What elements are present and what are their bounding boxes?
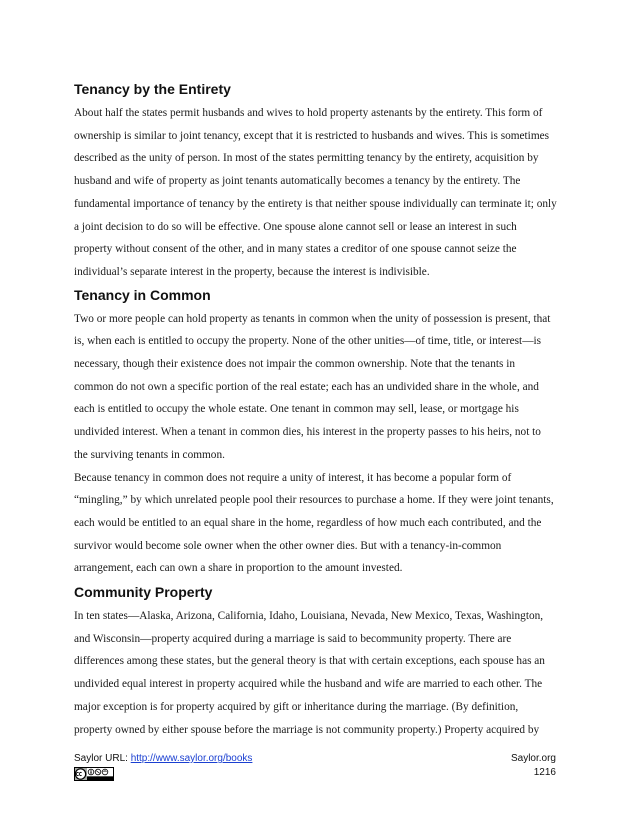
footer-source-link[interactable]: http://www.saylor.org/books [130, 753, 253, 764]
section-heading-tenancy-by-the-entirety: Tenancy by the Entirety [74, 81, 231, 97]
section-heading-tenancy-in-common: Tenancy in Common [74, 286, 211, 303]
paragraph: About half the states permit husbands and wives to hold property astenants by the entirety. This form of ownership is similar to joint tenancy, except that it is restricted to husbands and wives. This is sometimes described as the unity of person. In most of the states permitting tenancy by the entirety, acquisition by husband and wife of property as joint tenants automatically becomes a tenancy by the entirety. The fundamental importance of tenancy by the entirety is that neither spouse individually can terminate it; only a joint decision to do so will be effective. One spouse alone cannot sell or lease an interest in such property without consent of the other, and in many states a creditor of one spouse cannot seize the individual’s separate interest in the property, because the interest is indivisible. [74, 107, 557, 278]
cc-license-badge-icon [74, 767, 114, 781]
paragraph: Two or more people can hold property as tenants in common when the unity of possession is present, that is, when each is entitled to occupy the property. None of the other unities—of time, title, or interest—is necessary, though their existence does not impair the common ownership. Note that the tenants in common do not own a specific portion of the real estate; each has an undivided share in the whole, and each is entitled to occupy the whole estate. One tenant in common may sell, lease, or mortgage his undivided interest. When a tenant in common dies, his interest in the property passes to his heirs, not to the surviving tenants in common. [74, 312, 551, 461]
paragraph: Because tenancy in common does not require a unity of interest, it has become a popular form of “mingling,” by which unrelated people pool their resources to purchase a home. If they were joint tenants, each would be entitled to an equal share in the home, regardless of how much each contributed, and the survivor would become sole owner when the other owner dies. But with a tenancy-in-common arrangement, each can own a share in proportion to the amount invested. [74, 471, 554, 575]
footer-page-info [511, 752, 556, 780]
paragraph: In ten states—Alaska, Arizona, California, Idaho, Louisiana, Nevada, New Mexico, Texas, Washington, and Wisconsin—property acquired during a marriage is said to becommunity property. There are differences among these states, but the general theory is that with certain exceptions, each spouse has an undivided equal interest in property acquired while the husband and wife are married to each other. The major exception is for property acquired by gift or inheritance during the marriage. (By definition, property owned by either spouse before the marriage is not community property.) Property acquired by [74, 610, 545, 736]
page-content [74, 78, 557, 741]
footer-site: Saylor.org [510, 753, 556, 764]
footer-source-label: Saylor URL: [74, 753, 131, 764]
page-number: 1216 [533, 767, 556, 778]
footer-source [74, 752, 252, 766]
section-heading-community-property: Community Property [74, 584, 213, 601]
